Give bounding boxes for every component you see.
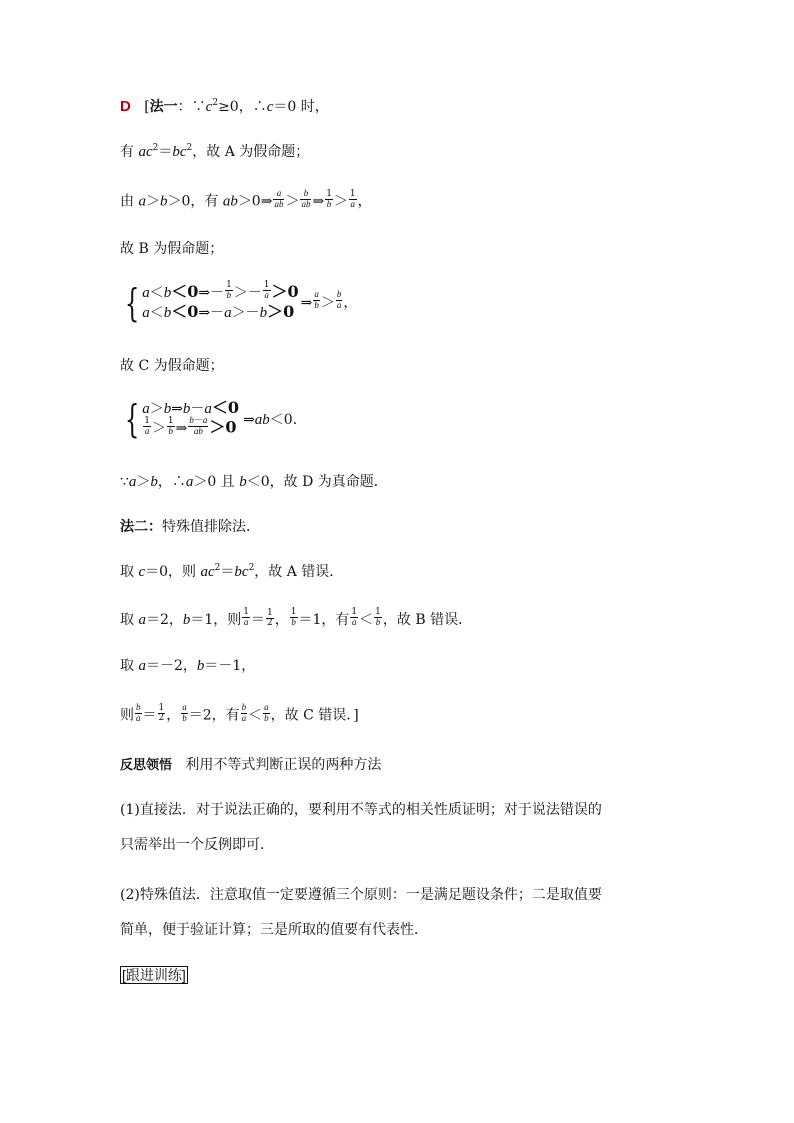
method2-line-2: 取 a＝2，b＝1，则 $\frac{1}{a}$ ＝ $\frac{1}{2}$ ， $\frac{1}{b}$ ＝1，有 $\frac{1}{a}$ ＜ $\frac{1}{b}$ ，故 B 错误． xyxy=(120,607,473,628)
inequality-system-2: { a＞b⇒b－a＜0 $\frac{1}{a}$ ＞ $\frac{1}{b}$ ⇒ $\frac{b-a}{ab}$ ＞0 ⇒ab＜0． xyxy=(124,397,307,441)
follow-up-label-wrap xyxy=(120,966,188,985)
solution-line-2: 有 $ac^2=bc^2$，故 A 为假命题； xyxy=(120,143,310,160)
inequality-system-1: { a＜b＜0⇒－ $\frac{1}{b}$ ＞－ $\frac{1}{a}$ ＞0 a＜b＜0⇒－a＞－b＞0 ⇒ $\frac{a}{b}$ ＞ $\frac{b}{a}$ ， xyxy=(124,280,358,325)
reflection-label: 反思领悟 xyxy=(120,758,173,773)
line-c-false: 故 C 为假命题； xyxy=(120,358,224,374)
method2-line-1: 取 c＝0，则 $ac^2=bc^2$，故 A 错误． xyxy=(120,563,344,580)
method2-title: 特殊值排除法． xyxy=(162,519,260,535)
method2-line-3: 取 a＝－2，b＝－1， xyxy=(120,658,256,674)
follow-up-label: [跟进训练] xyxy=(122,967,186,983)
answer-letter: D xyxy=(120,98,131,115)
reflection-p1-line1: (1)直接法．对于说法正确的，要利用不等式的相关性质证明；对于说法错误的 xyxy=(120,802,602,818)
reflection-p2-line1: (2)特殊值法．注意取值一定要遵循三个原则：一是满足题设条件；二是取值要 xyxy=(120,887,602,903)
left-brace: { xyxy=(124,397,140,441)
reflection-title: 利用不等式判断正误的两种方法 xyxy=(185,757,382,773)
solution-line-1: D [法一：$\because c^2\ge 0$，∴c＝0 时， xyxy=(120,98,329,115)
solution-line-d-true: ∵a＞b，∴a＞0 且 b＜0，故 D 为真命题． xyxy=(120,474,388,490)
solution-line-3: 由 a＞b＞0，有 ab＞0⇒ $\frac{a}{ab}$ ＞ $\frac{b}{ab}$ ⇒ $\frac{1}{b}$ ＞ $\frac{1}{a}$ ， xyxy=(120,188,372,210)
method2-line-4: 则 $\frac{b}{a}$ ＝ $\frac{1}{2}$ ， $\frac{a}{b}$ ＝2，有 $\frac{b}{a}$ ＜ $\frac{a}{b}$ ，故 C 错误．] xyxy=(120,702,359,724)
reflection-p2-line2: 简单，便于验证计算；三是所取的值要有代表性． xyxy=(120,922,428,938)
reflection-heading xyxy=(120,756,381,775)
method2-label: 法二： xyxy=(120,519,162,535)
left-brace: { xyxy=(124,280,140,325)
method2-heading xyxy=(120,518,260,536)
line-b-false: 故 B 为假命题； xyxy=(120,241,224,257)
method1-label: 法一 xyxy=(149,99,178,115)
reflection-p1-line2: 只需举出一个反例即可． xyxy=(120,837,274,853)
